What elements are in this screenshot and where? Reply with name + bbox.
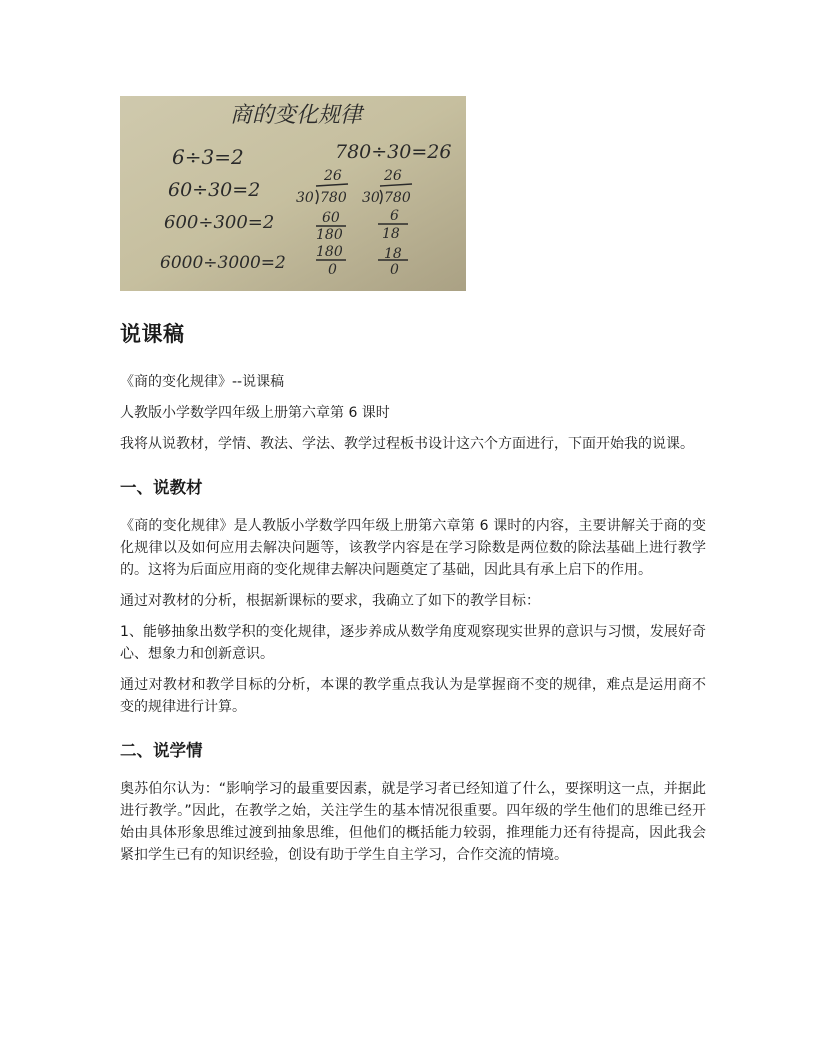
ld1-step2: 180 (316, 244, 343, 260)
section1-paragraph-1: 《商的变化规律》是人教版小学数学四年级上册第六章第 6 课时的内容，主要讲解关于商的变化规律以及如何应用去解决问题等，该教学内容是在学习除数是两位数的除法基础上进行教学的。这将为后面应用商的变化规律去解决问题奠定了基础，因此具有承上启下的作用。 (120, 518, 706, 578)
page-title: 说课稿 (120, 322, 185, 346)
ld2-rem2: 0 (390, 262, 399, 278)
ld1-rem2: 0 (328, 262, 337, 278)
ld2-dividend: 780 (384, 190, 411, 206)
photo-equation-2: 60÷30=2 (168, 179, 261, 201)
section-heading-students: 二、说学情 (120, 741, 203, 760)
photo-equation-4: 6000÷3000=2 (160, 253, 286, 273)
section-heading-textbook: 一、说教材 (120, 478, 203, 497)
ld1-dividend: 780 (320, 190, 347, 206)
photo-heading: 商的变化规律 (230, 103, 363, 128)
ld2-quotient: 26 (384, 168, 402, 184)
ld2-rem1: 18 (382, 226, 400, 242)
ld2-step1: 6 (390, 208, 399, 224)
ld2-divisor: 30 (362, 190, 380, 206)
ld1-quotient: 26 (324, 168, 342, 184)
intro-course-line: 人教版小学数学四年级上册第六章第 6 课时 (120, 405, 390, 421)
ld1-divisor: 30 (296, 190, 314, 206)
photo-right-equation: 780÷30=26 (335, 141, 452, 163)
section1-paragraph-4: 通过对教材和教学目标的分析，本课的教学重点我认为是掌握商不变的规律，难点是运用商不变的规律进行计算。 (120, 677, 706, 715)
ld1-rem1: 180 (316, 227, 343, 243)
ld1-step1: 60 (322, 210, 340, 226)
ld2-step2: 18 (384, 246, 402, 262)
photo-equation-1: 6÷3=2 (172, 145, 244, 169)
section1-paragraph-2: 通过对教材的分析，根据新课标的要求，我确立了如下的教学目标： (120, 593, 540, 609)
section2-paragraph-1: 奥苏伯尔认为：“影响学习的最重要因素，就是学习者已经知道了什么，要探明这一点，并据此进行教学。”因此，在教学之始，关注学生的基本情况很重要。四年级的学生他们的思维已经开始由具体形象思维过渡到抽象思维，但他们的概括能力较弱，推理能力还有待提高，因此我会紧扣学生已有的知识经验，创设有助于学生自主学习，合作交流的情境。 (120, 781, 706, 863)
handwritten-notes-photo (120, 96, 466, 291)
intro-title-line: 《商的变化规律》--说课稿 (120, 374, 285, 390)
document-page (120, 96, 706, 866)
photo-equation-3: 600÷300=2 (164, 212, 275, 233)
intro-plan: 我将从说教材，学情、教法、学法、教学过程板书设计这六个方面进行，下面开始我的说课。 (120, 436, 694, 452)
section1-paragraph-3: 1、能够抽象出数学积的变化规律，逐步养成从数学角度观察现实世界的意识与习惯，发展好奇心、想象力和创新意识。 (120, 624, 706, 662)
